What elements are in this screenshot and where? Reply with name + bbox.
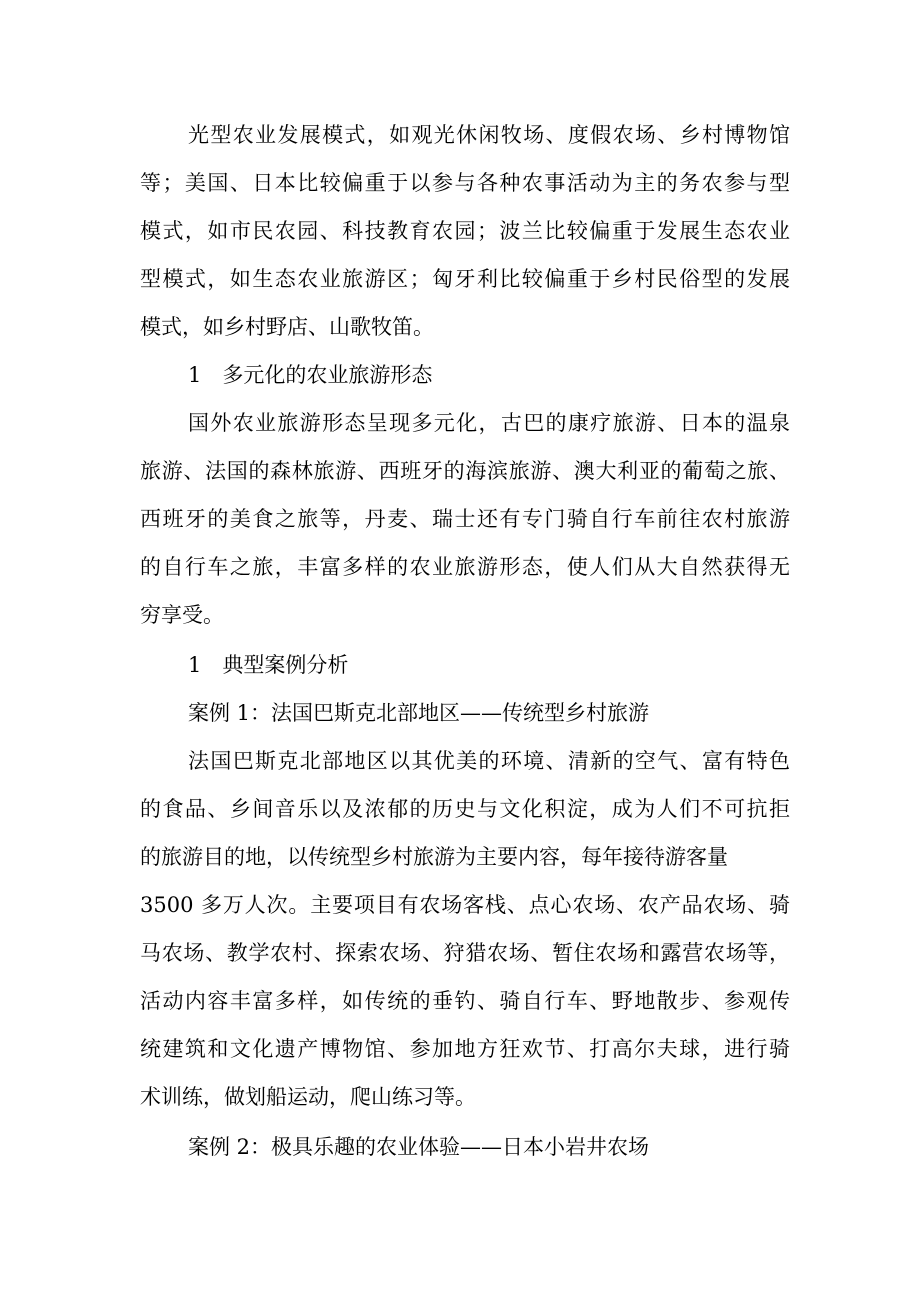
- text-line: 模式，如乡村野店、山歌牧笛。: [140, 315, 434, 339]
- text-line: 西班牙的美食之旅等，丹麦、瑞士还有专门骑自行车前往农村旅游: [140, 507, 790, 531]
- text-line: 光型农业发展模式，如观光休闲牧场、度假农场、乡村博物馆: [188, 123, 790, 147]
- text-line: 国外农业旅游形态呈现多元化，古巴的康疗旅游、日本的温泉: [188, 411, 790, 435]
- text-line: 的食品、乡间音乐以及浓郁的历史与文化积淀，成为人们不可抗拒: [140, 797, 790, 821]
- text-line: 模式，如市民农园、科技教育农园；波兰比较偏重于发展生态农业: [140, 219, 790, 243]
- text-line: 马农场、教学农村、探索农场、狩猎农场、暂住农场和露营农场等，: [140, 941, 790, 965]
- case-title: 案例 1：法国巴斯克北部地区——传统型乡村旅游: [188, 701, 650, 725]
- text-line: 穷享受。: [140, 603, 224, 627]
- text-line: 型模式，如生态农业旅游区；匈牙利比较偏重于乡村民俗型的发展: [140, 267, 790, 291]
- text-line: 法国巴斯克北部地区以其优美的环境、清新的空气、富有特色: [188, 749, 790, 773]
- section-heading: 1 多元化的农业旅游形态: [188, 363, 433, 387]
- text-line: 统建筑和文化遗产博物馆、参加地方狂欢节、打高尔夫球，进行骑: [140, 1037, 790, 1061]
- text-line: 等；美国、日本比较偏重于以参与各种农事活动为主的务农参与型: [140, 171, 790, 195]
- text-line: 的自行车之旅，丰富多样的农业旅游形态，使人们从大自然获得无: [140, 555, 790, 579]
- text-line: 旅游、法国的森林旅游、西班牙的海滨旅游、澳大利亚的葡萄之旅、: [140, 459, 790, 483]
- text-line: 的旅游目的地，以传统型乡村旅游为主要内容，每年接待游客量: [140, 845, 728, 869]
- text-line: 3500 多万人次。主要项目有农场客栈、点心农场、农产品农场、骑: [140, 893, 790, 917]
- case-title: 案例 2：极具乐趣的农业体验——日本小岩井农场: [188, 1135, 650, 1159]
- text-line: 术训练，做划船运动，爬山练习等。: [140, 1085, 476, 1109]
- section-heading: 1 典型案例分析: [188, 653, 349, 677]
- text-line: 活动内容丰富多样，如传统的垂钓、骑自行车、野地散步、参观传: [140, 989, 790, 1013]
